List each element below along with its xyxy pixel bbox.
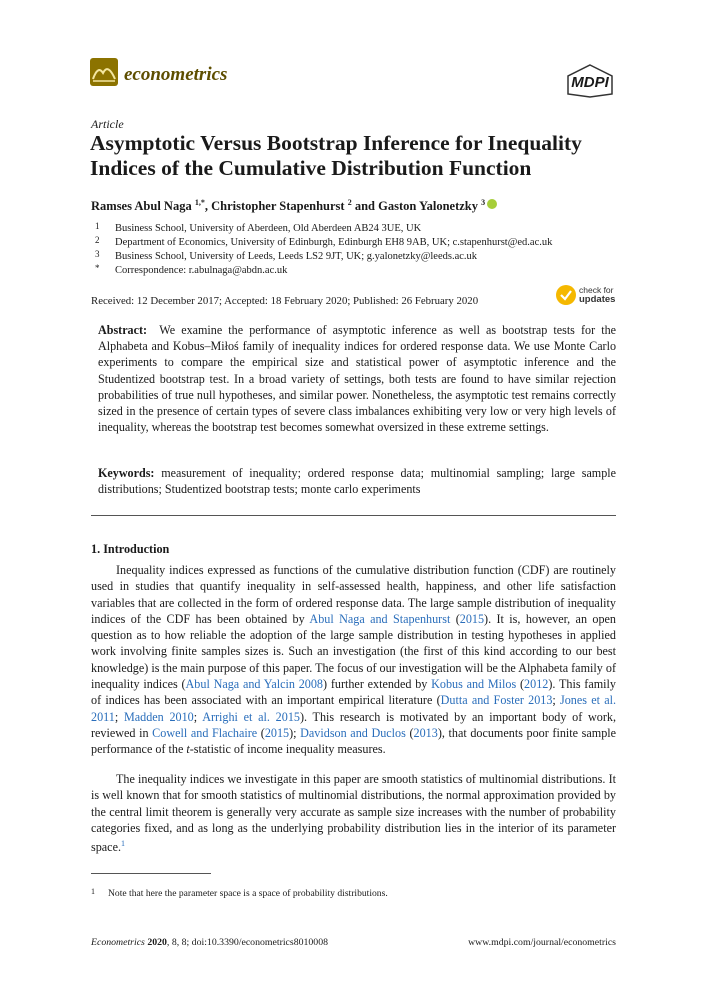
affiliation: 2 Department of Economics, University of Edinburgh, Edinburgh EH8 9AB, UK; c.stapenhurst@ed.ac.uk — [95, 235, 553, 248]
citation-link[interactable]: 2013 — [413, 725, 438, 740]
citation-link[interactable]: Kobus and Milos — [431, 677, 517, 692]
intro-paragraph-2: The inequality indices we investigate in this paper are smooth statistics of multinomial distributions. It is well known that for smooth statistics of multinomial distributions, the normal approximation provided by the central limit theorem is generally very accurate as sample size increases with the number of probability categories fixed, and as long as the underlying probability distribution lies in the interior of its parameter space.$^1$ — [91, 772, 616, 855]
footnote-divider — [91, 873, 211, 874]
check-updates-badge[interactable] — [556, 285, 620, 307]
citation-link[interactable]: 2012 — [524, 677, 549, 692]
citation-link[interactable]: Abul Naga and Stapenhurst — [309, 611, 451, 626]
citation-link[interactable]: Arrighi et al. 2015 — [202, 709, 300, 724]
mdpi-logo-icon[interactable] — [566, 64, 614, 98]
author-affil-mark: 3 — [481, 198, 486, 207]
keywords-label: Keywords: — [98, 466, 155, 480]
citation-link[interactable]: Dutta and Foster 2013 — [440, 693, 553, 708]
footer-journal-url[interactable]: www.mdpi.com/journal/econometrics — [468, 937, 616, 948]
citation-link[interactable]: Abul Naga and Yalcin 2008 — [185, 677, 324, 692]
citation-link[interactable]: 2015 — [459, 611, 485, 626]
mdpi-logo-text: MDPI — [571, 74, 609, 91]
publication-dates: Received: 12 December 2017; Accepted: 18 February 2020; Published: 26 February 2020 — [91, 295, 479, 307]
footnote: 1 Note that here the parameter space is a space of probability distributions. — [91, 887, 388, 899]
affiliation: 1 Business School, University of Aberdeen, Old Aberdeen AB24 3UE, UK — [95, 221, 422, 234]
correspondence: * Correspondence: r.abulnaga@abdn.ac.uk — [95, 263, 288, 276]
author-affil-mark: 2 — [347, 198, 352, 207]
orcid-icon[interactable] — [487, 199, 497, 209]
abstract — [98, 322, 616, 435]
citation-link[interactable]: Jones et al. 2011 — [91, 693, 616, 724]
abstract-label: Abstract: — [98, 323, 148, 337]
check-updates-icon — [556, 285, 576, 305]
intro-paragraph-1: Inequality indices expressed as functions of the cumulative distribution function (CDF) are routinely used in studies that quantify inequality in self-assessed health, happiness, and other life satisfaction variables that are collected in the form of ordered response data. The large sample distribution of inequality indices of the CDF has been obtained by Abul Naga and Stapenhurst (2015). It is, however, an open question as to how reliable the adoption of the large sample distribution in testing hypotheses in applied work involving finite samples sizes is. Such an investigation (the first of this kind according to our best knowledge) is the main purpose of this paper. The focus of our investigation will be the Alphabeta family of inequality indices (Abul Naga and Yalcin 2008) further extended by Kobus and Milos (2012). This family of indices has been associated with an important empirical literature (Dutta and Foster 2013; Jones et al. 2011; Madden 2010; Arrighi et al. 2015). This research is motivated by an important body of work, reviewed in Cowell and Flachaire (2015); Davidson and Duclos (2013), that documents poor finite sample performance of the t-statistic of income inequality measures. — [91, 563, 617, 757]
keywords — [98, 465, 616, 497]
section-heading: 1. Introduction — [91, 542, 170, 556]
abstract-text: We examine the performance of asymptotic inference as well as bootstrap tests for the Alphabeta and Kobus–Miłoś family of inequality indices for ordered response data. We use Monte Carlo experiments to compare the empirical size and statistical power of asymptotic inference and the Studentized bootstrap test. In a broad variety of settings, both tests are found to have similar rejection probabilities of true null hypotheses, and similar power. Nonetheless, the asymptotic test remains correctly sized in the presence of certain types of severe class imbalances exhibiting very low or very high levels of inequality, whereas the bootstrap test becomes somewhat oversized in these extreme settings. — [98, 323, 617, 435]
check-updates-line1: check for — [579, 285, 614, 295]
author-affil-mark: 1,* — [194, 198, 205, 207]
citation-link[interactable]: Madden 2010 — [123, 709, 194, 724]
section-divider — [91, 515, 616, 516]
check-updates-line2: updates — [579, 294, 616, 305]
article-type: Article — [91, 117, 124, 131]
keywords-text: measurement of inequality; ordered response data; multinomial sampling; large sample distributions; Studentized bootstrap tests; monte carlo experiments — [98, 466, 616, 497]
footer-citation: Econometrics 2020, 8, 8; doi:10.3390/econometrics8010008 — [91, 937, 329, 948]
article-title: Asymptotic Versus Bootstrap Inference for Inequality Indices of the Cumulative Distribution Function — [90, 131, 582, 180]
journal-logo-icon — [90, 58, 118, 86]
affiliation: 3 Business School, University of Leeds, Leeds LS2 9JT, UK; g.yalonetzky@leeds.ac.uk — [95, 249, 478, 262]
author-name: Christopher Stapenhurst — [211, 199, 345, 214]
journal-name: econometrics — [124, 64, 228, 85]
citation-link[interactable]: Cowell and Flachaire — [152, 725, 258, 740]
author-name: Gaston Yalonetzky — [378, 199, 478, 214]
author-name: Ramses Abul Naga — [91, 199, 192, 214]
citation-link[interactable]: 2015 — [264, 725, 290, 740]
footnote-mark[interactable]: 1 — [121, 839, 125, 849]
author-list: Ramses Abul Naga $^{1,*}$, Christopher Stapenhurst $^2$ and Gaston Yalonetzky $^3$ — [91, 198, 497, 214]
citation-link[interactable]: Davidson and Duclos — [300, 725, 406, 740]
